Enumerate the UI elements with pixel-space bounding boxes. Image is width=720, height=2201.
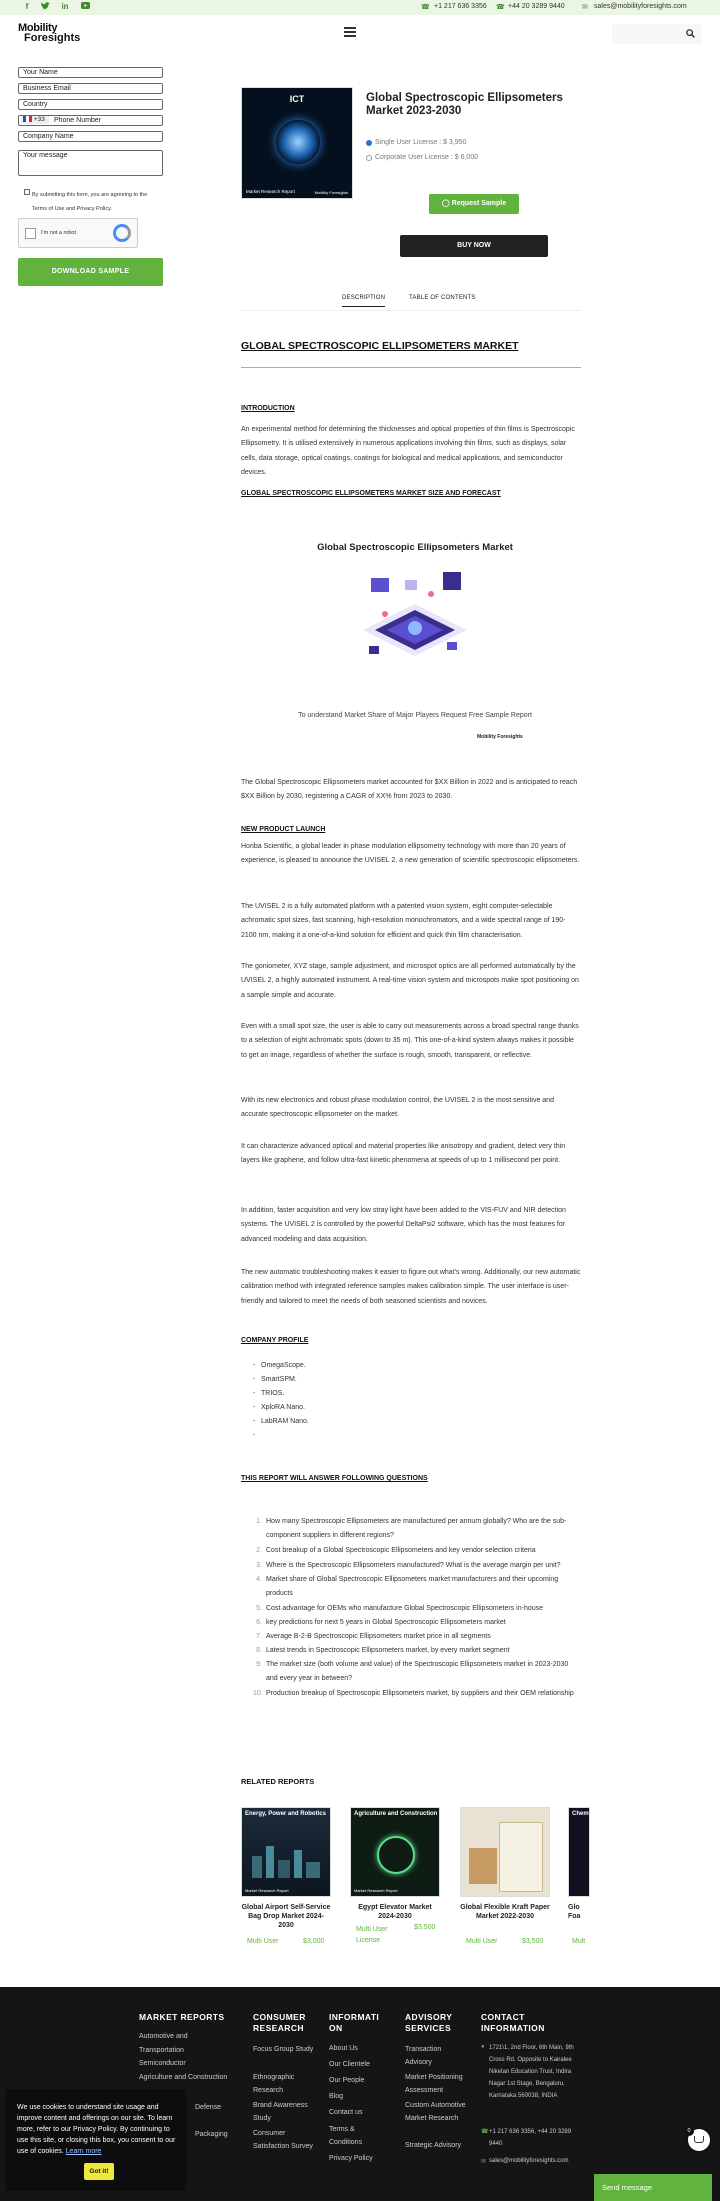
footer-address: 1721\1, 2nd Floor, 6th Main, 9th Cross Rd, Opposite to Kairalee Niketan Education Trust, Indira Nagar 1st Stage, Bengaluru, Karnataka 560038, INDIA [489, 2045, 574, 2099]
footer-link[interactable]: Consumer Satisfaction Survey [253, 2130, 313, 2150]
search-icon[interactable] [686, 29, 695, 38]
footer-link[interactable]: Blog [329, 2093, 344, 2100]
size-heading: GLOBAL SPECTROSCOPIC ELLIPSOMETERS MARKET SIZE AND FORECAST [241, 490, 501, 497]
message-field[interactable]: Your message [18, 150, 163, 176]
card-category: Energy, Power and Robotics [245, 1811, 326, 1817]
location-icon: ● [481, 2044, 485, 2050]
consent-text: By submitting this form, you are agreeing to the Terms of Use and Privacy Policy. [32, 192, 148, 212]
phone-icon: ☎ [481, 2129, 489, 2135]
footer-link[interactable]: Ethnographic Research [253, 2074, 295, 2094]
footer-link[interactable]: Brand Awareness Study [253, 2102, 308, 2122]
request-sample-button[interactable] [429, 194, 519, 214]
company-item: - OmegaScope. [253, 1362, 306, 1369]
footer-link[interactable]: Defense [195, 2104, 222, 2111]
footer-link[interactable]: Transaction Advisory [405, 2046, 442, 2066]
launch-paragraph: In addition, faster acquisition and very low stray light have been added to the VIS-FUV and NIR detection systems. The UVISEL 2 is controlled by the powerful DeltaPsi2 software, which has the most features for advanced modeling and data acquisition. [241, 1207, 566, 1243]
card-title[interactable]: Global Airport Self-Service Bag Drop Market 2024-2030 [241, 1904, 331, 1929]
phone-field[interactable] [18, 115, 163, 126]
footer-link[interactable]: Contact us [329, 2109, 363, 2116]
related-report-card[interactable] [568, 1807, 590, 1977]
recaptcha-logo-icon [113, 224, 131, 242]
cart-count: 0 [684, 2126, 694, 2136]
card-title[interactable]: Global Flexible Kraft Paper Market 2022-2030 [460, 1904, 550, 1920]
footer-link[interactable]: Semiconductor [139, 2060, 186, 2067]
intro-paragraph: An experimental method for determining the thicknesses and optical properties of thin films is Spectroscopic Ellipsometry. It is utilised extensively in numerous applications involving thin films, such as displays, solar cells, data storage, optical coatings, coatings for biological and medical applications, and semiconductor devices. [241, 426, 575, 477]
email-field[interactable]: Business Email [18, 83, 163, 94]
profile-heading: COMPANY PROFILE [241, 1337, 309, 1344]
single-license-label[interactable]: Single User License : $ 3,950 [375, 139, 467, 146]
corporate-license-radio[interactable] [366, 155, 372, 161]
infographic-logo: Mobility Foresights [477, 734, 523, 740]
site-logo[interactable] [18, 22, 88, 52]
request-sample-label: Request Sample [451, 200, 507, 207]
search-box[interactable] [612, 24, 702, 44]
related-report-card[interactable] [460, 1807, 550, 1977]
company-item: - SmartSPM. [253, 1376, 297, 1383]
topbar-phone-2[interactable]: +44 20 3289 9440 [508, 3, 565, 10]
tab-table-of-contents[interactable]: TABLE OF CONTENTS [409, 295, 476, 301]
company-item: - TRIOS. [253, 1390, 285, 1397]
twitter-icon[interactable] [40, 2, 50, 12]
card-license: Multi User [247, 1938, 279, 1945]
card-image [241, 1807, 331, 1897]
questions-heading: THIS REPORT WILL ANSWER FOLLOWING QUESTIONS [241, 1475, 428, 1482]
consent-checkbox[interactable] [24, 189, 30, 195]
phone-icon: ☎ [421, 4, 430, 11]
footer-link[interactable]: Custom Automotive Market Research [405, 2102, 466, 2122]
youtube-icon[interactable] [80, 2, 90, 12]
cover-tag: ICT [289, 94, 305, 104]
footer-email[interactable]: sales@mobilityforesights.com [489, 2158, 569, 2164]
country-code-select[interactable] [21, 116, 49, 124]
footer-link[interactable]: Our People [329, 2077, 365, 2084]
footer-link[interactable]: Strategic Advisory [405, 2142, 462, 2149]
mail-icon: ✉ [481, 2159, 487, 2165]
basket-icon [694, 2136, 704, 2143]
card-image [350, 1807, 440, 1897]
footer-link[interactable]: Automotive and Transportation [139, 2033, 188, 2054]
footer-link[interactable]: Our Clientele [329, 2061, 370, 2068]
company-item: - XploRA Nano. [253, 1404, 305, 1411]
heading-divider [241, 367, 581, 368]
captcha-checkbox[interactable] [25, 228, 36, 239]
cover-footer: Market Research Report [246, 189, 296, 194]
related-report-card[interactable] [241, 1807, 331, 1977]
launch-paragraph: Even with a small spot size, the user is able to carry out measurements across a broad spectral range thanks to a selection of eight achromatic spots (down to 35 m). This one-of-a-kind system always makes it possible to get an image, regardless of whether the surface is rough, smooth, transparent, or reflective. [241, 1023, 579, 1059]
main-heading: GLOBAL SPECTROSCOPIC ELLIPSOMETERS MARKET [241, 340, 519, 352]
captcha-label: I'm not a robot [41, 230, 76, 236]
country-field[interactable]: Country [18, 99, 163, 110]
tab-description[interactable]: DESCRIPTION [342, 295, 385, 307]
footer-link[interactable]: About Us [329, 2045, 358, 2052]
card-license: Multi User [466, 1938, 498, 1945]
single-license-radio[interactable] [366, 140, 372, 146]
name-field[interactable]: Your Name [18, 67, 163, 78]
learn-more-link[interactable]: Learn more [65, 2148, 102, 2155]
facebook-icon[interactable]: f [25, 2, 29, 11]
company-field[interactable]: Company Name [18, 131, 163, 142]
tractor-icon [377, 1836, 415, 1874]
card-price: $3,500 [414, 1924, 436, 1931]
intro-heading: INTRODUCTION [241, 405, 295, 412]
top-bar [0, 0, 720, 15]
phone-placeholder: Phone Number [53, 117, 102, 124]
card-footer: Market Research Report [354, 1888, 398, 1893]
launch-paragraph: The new automatic troubleshooting makes it easier to figure out what's wrong. Additionally, our new automatic calibration method with integrated reference samples makes calibration simple. The user interface is user-friendly and tailored to meet the needs of both seasoned scientists and novices. [241, 1269, 581, 1305]
recaptcha-widget[interactable] [18, 218, 138, 248]
corporate-license-label[interactable]: Corporate User License : $ 6,000 [375, 154, 479, 161]
size-paragraph: The Global Spectroscopic Ellipsometers market accounted for $XX Billion in 2022 and is anticipated to reach $XX Billion by 2030, registering a CAGR of XX% from 2023 to 2030. [241, 779, 578, 801]
request-icon: ◯ [441, 200, 450, 207]
footer-heading-market-reports: MARKET REPORTS [139, 2012, 225, 2022]
related-report-card[interactable] [350, 1807, 440, 1977]
card-title[interactable]: Glo Foa [568, 1904, 581, 1920]
mail-icon: ✉ [582, 4, 588, 11]
footer-link[interactable]: Market Positioning Assessment [405, 2074, 463, 2094]
related-heading: RELATED REPORTS [241, 1777, 315, 1786]
cart-widget[interactable] [688, 2129, 710, 2151]
card-category: Agriculture and Construction [354, 1811, 438, 1817]
cover-globe-graphic [276, 120, 320, 164]
product-title: Global Spectroscopic Ellipsometers Market 2023-2030 [366, 92, 563, 117]
market-infographic[interactable] [298, 532, 532, 742]
topbar-email[interactable]: sales@mobilityforesights.com [594, 3, 687, 10]
footer-link[interactable]: Privacy Policy [329, 2155, 373, 2162]
card-price: $3,500 [522, 1938, 544, 1945]
logo-line-2: Foresights [24, 32, 81, 44]
paper-bag-image [499, 1822, 543, 1892]
footer-link[interactable]: Focus Group Study [253, 2046, 314, 2053]
report-cover-image [241, 87, 353, 199]
launch-paragraph: The UVISEL 2 is a fully automated platform with a patented vision system, eight computer-selectable achromatic spot sizes, fast scanning, high-resolution monochromators, and a wide spectral range of 190-2100 nm, making it a one-of-a-kind solution for efficient and quick thin film characterisation. [241, 903, 566, 939]
footer-link[interactable]: Packaging [195, 2131, 228, 2138]
footer-link[interactable]: Agriculture and Construction [139, 2074, 228, 2081]
launch-heading: NEW PRODUCT LAUNCH [241, 826, 326, 833]
infographic-title: Global Spectroscopic Ellipsometers Market [317, 542, 513, 553]
footer-heading-advisory: ADVISORY SERVICES [405, 2012, 453, 2033]
company-item: - LabRAM Nano. [253, 1418, 309, 1425]
phone-prefix: +33 [33, 116, 45, 123]
cookie-banner [6, 2089, 186, 2191]
card-price: $3,000 [303, 1938, 325, 1945]
card-category: Chem [572, 1811, 589, 1817]
infographic-caption[interactable]: To understand Market Share of Major Players Request Free Sample Report [298, 712, 532, 719]
footer-heading-information: INFORMATION [329, 2012, 380, 2033]
infographic-illustration [355, 564, 475, 674]
card-footer: Market Research Report [245, 1888, 289, 1893]
launch-paragraph: The goniometer, XYZ stage, sample adjustment, and microspot optics are all performed automatically by the UVISEL 2, a highly automated instrument. A real-time vision system and microspots make spot positioning on a sample simple and accurate. [241, 963, 579, 999]
card-license: Mult [572, 1938, 586, 1945]
card-license: Multi User License [356, 1926, 388, 1944]
card-image [460, 1807, 550, 1897]
footer-link[interactable]: Terms & Conditions [329, 2126, 363, 2146]
launch-paragraph: Horiba Scientific, a global leader in phase modulation ellipsometry technology with more than 20 years of experience, is pleased to announce the UVISEL 2, a new generation of scientific spectroscopic ellipsometers. [241, 843, 580, 865]
logo-line-1: Mobility [18, 22, 58, 34]
cookie-text: We use cookies to understand site usage and improve content and offerings on our site. To learn more, refer to our Privacy Policy. By continuing to use this site, or closing this box, you consent to our use of cookies. Learn more [17, 2104, 176, 2155]
topbar-phone-1[interactable]: +1 217 636 3356 [434, 3, 487, 10]
download-sample-button[interactable]: DOWNLOAD SAMPLE [18, 258, 163, 286]
launch-paragraph: With its new electronics and robust phase modulation control, the UVISEL 2 is the most sensitive and accurate spectroscopic ellipsometer on the market. [241, 1097, 554, 1119]
cover-logo: Mobility Foresights [314, 190, 348, 195]
tab-bar [241, 289, 581, 311]
card-title[interactable]: Egypt Elevator Market 2024-2030 [358, 1904, 432, 1920]
hamburger-menu-icon[interactable] [344, 27, 356, 37]
footer-phones[interactable]: +1 217 636 3356, +44 20 3289 9440 [489, 2129, 572, 2147]
linkedin-icon[interactable]: in [61, 2, 69, 11]
footer-heading-consumer: CONSUMER RESEARCH [253, 2012, 306, 2033]
launch-paragraph: It can characterize advanced optical and material properties like anisotropy and gradient, detect very thin layers like graphene, and follow ultra-fast kinetic phenomena at speeds of up to 1 millisecond per point. [241, 1143, 566, 1165]
footer-heading-contact: CONTACT INFORMATION [481, 2012, 545, 2033]
cookie-accept-button[interactable]: Got it! [84, 2163, 114, 2180]
company-item: - [253, 1432, 256, 1439]
buy-now-button[interactable]: BUY NOW [400, 235, 548, 257]
send-message-button[interactable]: Send message [594, 2174, 712, 2201]
phone-icon: ☎ [496, 4, 505, 11]
card-image [568, 1807, 590, 1897]
